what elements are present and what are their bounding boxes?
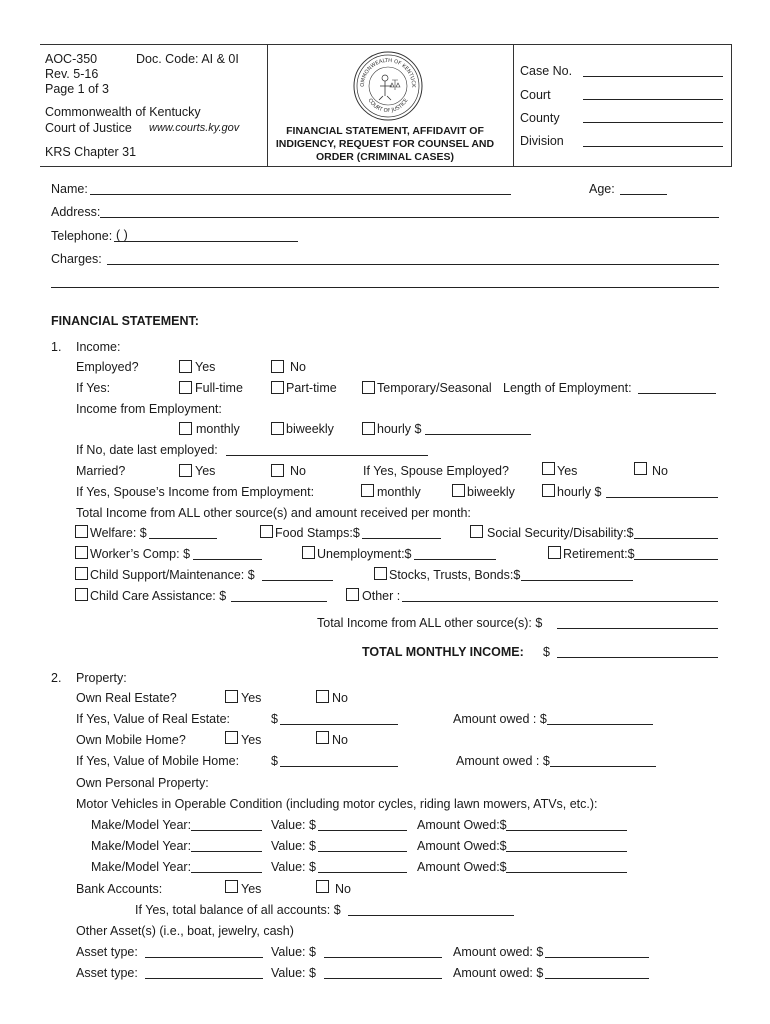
address-label: Address: bbox=[51, 205, 101, 219]
asset-2-type-label: Asset type: bbox=[76, 966, 138, 980]
bank-total-label: If Yes, total balance of all accounts: $ bbox=[135, 903, 341, 917]
mobile-home-yes-checkbox[interactable] bbox=[225, 731, 238, 744]
vehicle-2-make-field[interactable] bbox=[191, 851, 262, 852]
income-from-employment-label: Income from Employment: bbox=[76, 402, 222, 416]
vehicle-2-make-label: Make/Model Year: bbox=[91, 839, 192, 853]
court-label: Court bbox=[520, 88, 551, 102]
own-real-estate-label: Own Real Estate? bbox=[76, 691, 177, 705]
spouse-biweekly-checkbox[interactable] bbox=[452, 484, 465, 497]
spouse-monthly-label: monthly bbox=[377, 485, 421, 499]
asset-1-owed-label: Amount owed: $ bbox=[453, 945, 544, 959]
social-security-checkbox[interactable] bbox=[470, 525, 483, 538]
court-field[interactable] bbox=[583, 99, 723, 100]
own-personal-property-label: Own Personal Property: bbox=[76, 776, 209, 790]
temporary-seasonal-checkbox[interactable] bbox=[362, 381, 375, 394]
other-income-label: Other : bbox=[362, 589, 401, 603]
motor-vehicles-label: Motor Vehicles in Operable Condition (including motor cycles, riding lawn mowers, ATVs, etc.): bbox=[76, 797, 598, 811]
address-field[interactable] bbox=[100, 217, 719, 218]
asset-1-type-field[interactable] bbox=[145, 957, 263, 958]
stocks-field[interactable] bbox=[521, 580, 633, 581]
food-stamps-label: Food Stamps:$ bbox=[275, 526, 360, 540]
income-monthly-label: monthly bbox=[196, 422, 240, 436]
child-support-checkbox[interactable] bbox=[75, 567, 88, 580]
unemployment-label: Unemployment:$ bbox=[317, 547, 412, 561]
case-no-label: Case No. bbox=[520, 64, 573, 78]
part-time-label: Part-time bbox=[286, 381, 337, 395]
charges-field[interactable] bbox=[107, 264, 719, 265]
value-real-estate-dollar: $ bbox=[271, 712, 278, 726]
unemployment-checkbox[interactable] bbox=[302, 546, 315, 559]
welfare-checkbox[interactable] bbox=[75, 525, 88, 538]
age-label: Age: bbox=[589, 182, 615, 196]
food-stamps-field[interactable] bbox=[362, 538, 441, 539]
income-biweekly-checkbox[interactable] bbox=[271, 422, 284, 435]
bank-no-checkbox[interactable] bbox=[316, 880, 329, 893]
income-biweekly-label: biweekly bbox=[286, 422, 334, 436]
value-mobile-home-dollar: $ bbox=[271, 754, 278, 768]
real-estate-no-checkbox[interactable] bbox=[316, 690, 329, 703]
length-employment-label: Length of Employment: bbox=[503, 381, 632, 395]
mobile-home-no-label: No bbox=[332, 733, 348, 747]
spouse-hourly-label: hourly $ bbox=[557, 485, 602, 499]
vehicle-1-value-field[interactable] bbox=[318, 830, 407, 831]
child-care-checkbox[interactable] bbox=[75, 588, 88, 601]
court-seal-icon bbox=[352, 50, 424, 122]
full-time-label: Full-time bbox=[195, 381, 243, 395]
bank-accounts-label: Bank Accounts: bbox=[76, 882, 163, 896]
employed-no-label: No bbox=[290, 360, 306, 374]
spouse-employed-yes-checkbox[interactable] bbox=[542, 462, 555, 475]
vehicle-1-value-label: Value: $ bbox=[271, 818, 316, 832]
value-mobile-home-label: If Yes, Value of Mobile Home: bbox=[76, 754, 240, 768]
asset-1-type-label: Asset type: bbox=[76, 945, 138, 959]
welfare-field[interactable] bbox=[149, 538, 217, 539]
vehicle-1-make-label: Make/Model Year: bbox=[91, 818, 192, 832]
bank-total-field[interactable] bbox=[348, 915, 514, 916]
asset-2-owed-label: Amount owed: $ bbox=[453, 966, 544, 980]
workers-comp-label: Worker’s Comp: $ bbox=[90, 547, 191, 561]
mobile-home-no-checkbox[interactable] bbox=[316, 731, 329, 744]
date-last-employed-label: If No, date last employed: bbox=[76, 443, 218, 457]
krs-chapter: KRS Chapter 31 bbox=[45, 145, 137, 159]
bank-yes-checkbox[interactable] bbox=[225, 880, 238, 893]
total-other-label: Total Income from ALL other source(s) and amount received per month: bbox=[76, 506, 471, 520]
county-field[interactable] bbox=[583, 122, 723, 123]
workers-comp-checkbox[interactable] bbox=[75, 546, 88, 559]
vehicle-1-owed-label: Amount Owed:$ bbox=[417, 818, 507, 832]
age-field[interactable] bbox=[620, 194, 667, 195]
workers-comp-field[interactable] bbox=[193, 559, 262, 560]
county-label: County bbox=[520, 111, 560, 125]
other-income-field[interactable] bbox=[402, 601, 718, 602]
division-field[interactable] bbox=[583, 146, 723, 147]
case-no-field[interactable] bbox=[583, 76, 723, 77]
value-real-estate-label: If Yes, Value of Real Estate: bbox=[76, 712, 231, 726]
stocks-checkbox[interactable] bbox=[374, 567, 387, 580]
header-divider-right bbox=[513, 44, 514, 167]
vehicle-2-value-field[interactable] bbox=[318, 851, 407, 852]
total-other-sources-label: Total Income from ALL other source(s): $ bbox=[317, 616, 543, 630]
asset-2-value-field[interactable] bbox=[324, 978, 442, 979]
spouse-employed-no-checkbox[interactable] bbox=[634, 462, 647, 475]
asset-2-value-label: Value: $ bbox=[271, 966, 316, 980]
seal-bottom-text: COURT OF JUSTICE bbox=[366, 97, 410, 115]
asset-2-type-field[interactable] bbox=[145, 978, 263, 979]
spouse-employed-yes-label: Yes bbox=[557, 464, 578, 478]
real-estate-owed-field[interactable] bbox=[547, 724, 653, 725]
date-last-employed-field[interactable] bbox=[226, 455, 428, 456]
social-security-field[interactable] bbox=[634, 538, 718, 539]
spouse-biweekly-label: biweekly bbox=[467, 485, 515, 499]
seal-top-text: OMMONWEALTH OF KENTUCK bbox=[359, 57, 417, 88]
telephone-parens: ( ) bbox=[116, 228, 128, 242]
vehicle-3-make-label: Make/Model Year: bbox=[91, 860, 192, 874]
married-no-label: No bbox=[290, 464, 306, 478]
income-amount-field[interactable] bbox=[425, 434, 531, 435]
financial-statement-heading: FINANCIAL STATEMENT: bbox=[51, 314, 199, 328]
name-label: Name: bbox=[51, 182, 88, 196]
real-estate-no-label: No bbox=[332, 691, 348, 705]
child-care-label: Child Care Assistance: $ bbox=[90, 589, 227, 603]
vehicle-3-owed-field[interactable] bbox=[506, 872, 627, 873]
mobile-home-owed-field[interactable] bbox=[550, 766, 656, 767]
employed-label: Employed? bbox=[76, 360, 139, 374]
mobile-home-owed-label: Amount owed : $ bbox=[456, 754, 550, 768]
stocks-label: Stocks, Trusts, Bonds:$ bbox=[389, 568, 521, 582]
married-no-checkbox[interactable] bbox=[271, 464, 284, 477]
full-time-checkbox[interactable] bbox=[179, 381, 192, 394]
if-yes-label: If Yes: bbox=[76, 381, 111, 395]
bank-no-label: No bbox=[335, 882, 351, 896]
retirement-field[interactable] bbox=[634, 559, 718, 560]
employed-no-checkbox[interactable] bbox=[271, 360, 284, 373]
child-care-field[interactable] bbox=[231, 601, 327, 602]
svg-text:COURT OF JUSTICE bbox=[366, 98, 409, 114]
income-hourly-label: hourly $ bbox=[377, 422, 422, 436]
form-title: FINANCIAL STATEMENT, AFFIDAVIT OF INDIGENCY, REQUEST FOR COUNSEL AND ORDER (CRIMINAL CASES) bbox=[275, 125, 495, 163]
employed-yes-checkbox[interactable] bbox=[179, 360, 192, 373]
form-number: AOC-350 bbox=[45, 52, 98, 66]
court-of-justice: Court of Justice bbox=[45, 121, 132, 135]
bank-yes-label: Yes bbox=[241, 882, 262, 896]
vehicle-2-owed-label: Amount Owed:$ bbox=[417, 839, 507, 853]
total-monthly-income-label: TOTAL MONTHLY INCOME: bbox=[362, 645, 524, 659]
vehicle-2-value-label: Value: $ bbox=[271, 839, 316, 853]
telephone-label: Telephone: bbox=[51, 229, 113, 243]
spouse-employed-label: If Yes, Spouse Employed? bbox=[363, 464, 509, 478]
income-hourly-checkbox[interactable] bbox=[362, 422, 375, 435]
asset-1-value-field[interactable] bbox=[324, 957, 442, 958]
part-time-checkbox[interactable] bbox=[271, 381, 284, 394]
spouse-employed-no-label: No bbox=[652, 464, 668, 478]
property-number: 2. bbox=[51, 671, 62, 685]
married-yes-label: Yes bbox=[195, 464, 216, 478]
website-link[interactable]: www.courts.ky.gov bbox=[149, 122, 240, 134]
vehicle-3-owed-label: Amount Owed:$ bbox=[417, 860, 507, 874]
income-monthly-checkbox[interactable] bbox=[179, 422, 192, 435]
commonwealth: Commonwealth of Kentucky bbox=[45, 105, 201, 119]
real-estate-owed-label: Amount owed : $ bbox=[453, 712, 547, 726]
child-support-label: Child Support/Maintenance: $ bbox=[90, 568, 255, 582]
doc-code: Doc. Code: AI & 0I bbox=[136, 52, 239, 66]
retirement-label: Retirement:$ bbox=[563, 547, 635, 561]
food-stamps-checkbox[interactable] bbox=[260, 525, 273, 538]
unemployment-field[interactable] bbox=[414, 559, 496, 560]
married-label: Married? bbox=[76, 464, 126, 478]
spouse-monthly-checkbox[interactable] bbox=[361, 484, 374, 497]
vehicle-1-owed-field[interactable] bbox=[506, 830, 627, 831]
married-yes-checkbox[interactable] bbox=[179, 464, 192, 477]
income-label: Income: bbox=[76, 340, 121, 354]
vehicle-3-make-field[interactable] bbox=[191, 872, 262, 873]
employed-yes-label: Yes bbox=[195, 360, 216, 374]
length-employment-field[interactable] bbox=[638, 393, 716, 394]
vehicle-3-value-label: Value: $ bbox=[271, 860, 316, 874]
vehicle-1-make-field[interactable] bbox=[191, 830, 262, 831]
property-label: Property: bbox=[76, 671, 127, 685]
asset-1-value-label: Value: $ bbox=[271, 945, 316, 959]
charges-field-line2[interactable] bbox=[51, 287, 719, 288]
telephone-field[interactable] bbox=[114, 241, 298, 242]
vehicle-3-value-field[interactable] bbox=[318, 872, 407, 873]
other-assets-label: Other Asset(s) (i.e., boat, jewelry, cash) bbox=[76, 924, 294, 938]
asset-2-owed-field[interactable] bbox=[545, 978, 649, 979]
retirement-checkbox[interactable] bbox=[548, 546, 561, 559]
total-other-sources-field[interactable] bbox=[557, 628, 718, 629]
spouse-income-label: If Yes, Spouse’s Income from Employment: bbox=[76, 485, 315, 499]
other-income-checkbox[interactable] bbox=[346, 588, 359, 601]
income-number: 1. bbox=[51, 340, 62, 354]
social-security-label: Social Security/Disability:$ bbox=[487, 526, 634, 540]
child-support-field[interactable] bbox=[262, 580, 333, 581]
revision: Rev. 5-16 bbox=[45, 67, 99, 81]
value-real-estate-field[interactable] bbox=[280, 724, 398, 725]
vehicle-2-owed-field[interactable] bbox=[506, 851, 627, 852]
charges-label: Charges: bbox=[51, 252, 102, 266]
total-monthly-income-field[interactable] bbox=[557, 657, 718, 658]
mobile-home-yes-label: Yes bbox=[241, 733, 262, 747]
division-label: Division bbox=[520, 134, 564, 148]
asset-1-owed-field[interactable] bbox=[545, 957, 649, 958]
welfare-label: Welfare: $ bbox=[90, 526, 147, 540]
spouse-income-field[interactable] bbox=[606, 497, 718, 498]
total-monthly-dollar: $ bbox=[543, 645, 550, 659]
page-number: Page 1 of 3 bbox=[45, 82, 109, 96]
real-estate-yes-label: Yes bbox=[241, 691, 262, 705]
value-mobile-home-field[interactable] bbox=[280, 766, 398, 767]
own-mobile-home-label: Own Mobile Home? bbox=[76, 733, 186, 747]
temporary-seasonal-label: Temporary/Seasonal bbox=[377, 381, 492, 395]
spouse-hourly-checkbox[interactable] bbox=[542, 484, 555, 497]
name-field[interactable] bbox=[90, 194, 511, 195]
real-estate-yes-checkbox[interactable] bbox=[225, 690, 238, 703]
